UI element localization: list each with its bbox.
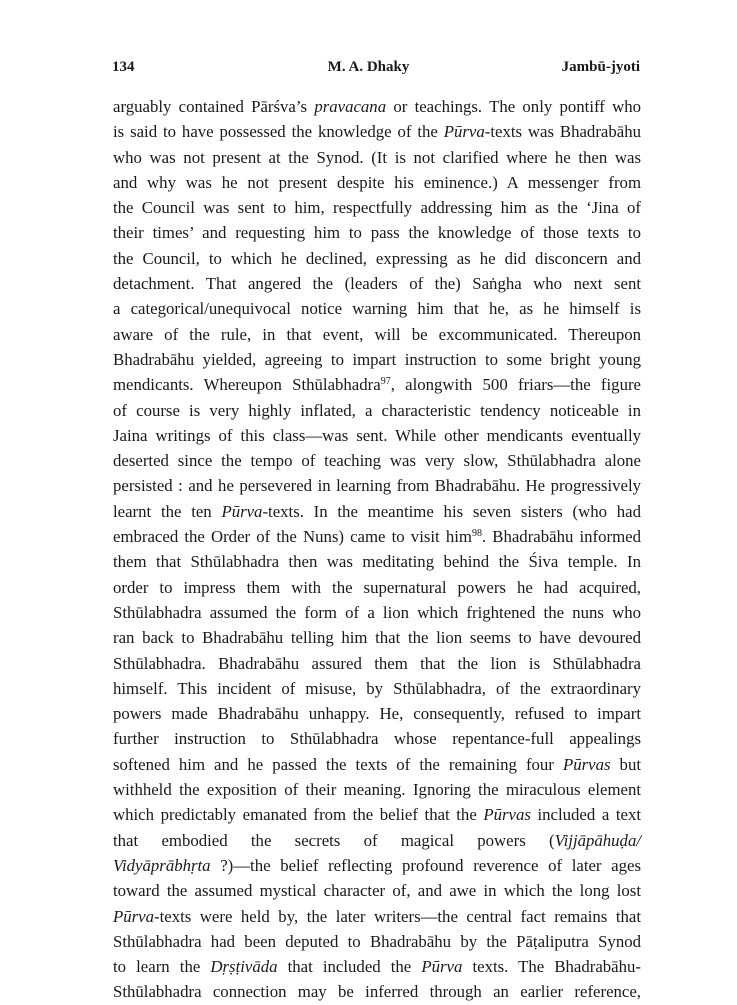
running-header — [0, 56, 737, 80]
text-line — [113, 220, 641, 245]
text-line — [113, 347, 641, 372]
text-run: is said to have possessed the knowledge of the — [113, 122, 444, 142]
text-run: and why was he not present despite his eminence.) A messenger from — [113, 172, 641, 192]
text-run: a categorical/unequivocal notice warning him that he, as he himself is — [113, 299, 641, 319]
text-run: but — [610, 754, 641, 774]
text-run: aware of the rule, in that event, will be excommunicated. Thereupon — [113, 324, 641, 344]
text-run: them that Sthūlabhadra then was meditating behind the Śiva temple. In — [113, 552, 641, 572]
text-run: toward the assumed mystical character of, and awe in which the long lost — [113, 881, 641, 901]
text-run: powers made Bhadrabāhu unhappy. He, consequently, refused to impart — [113, 704, 641, 724]
text-line — [113, 372, 641, 397]
text-run: the Council, to which he declined, expressing as he did disconcern and — [113, 248, 641, 268]
text-run: Sthūlabhadra connection may be inferred through an earlier reference, — [113, 982, 641, 1002]
text-line — [113, 170, 641, 195]
text-run: of course is very highly inflated, a characteristic tendency noticeable in — [113, 400, 641, 420]
text-run: himself. This incident of misuse, by Sthūlabhadra, of the extraordinary — [113, 678, 641, 698]
italic-term: pravacana — [314, 97, 387, 116]
text-run: detachment. That angered the (leaders of the) Saṅgha who next sent — [113, 274, 641, 294]
footnote-ref: 98 — [471, 528, 482, 540]
text-run: that included the — [277, 957, 422, 977]
text-run: , alongwith 500 friars—the figure — [390, 375, 642, 395]
text-run: arguably contained Pārśva’s — [113, 97, 315, 116]
text-line — [113, 296, 641, 321]
text-run: which predictably emanated from the belief that the — [113, 805, 484, 825]
text-run: texts. The Bhadrabāhu- — [462, 957, 642, 977]
text-run: Sthūlabhadra. Bhadrabāhu assured them that the lion is Sthūlabhadra — [113, 653, 641, 673]
text-line — [113, 398, 641, 423]
text-run: ran back to Bhadrabāhu telling him that the lion seems to have devoured — [113, 628, 641, 648]
text-run: -texts were held by, the later writers—the central fact remains that — [154, 906, 641, 926]
text-line — [113, 878, 641, 903]
italic-term: Vidyāprābhṛta — [113, 855, 211, 875]
text-line — [113, 625, 641, 650]
text-line — [113, 575, 641, 600]
text-line — [113, 676, 641, 701]
italic-term: Pūrvas — [562, 754, 611, 774]
text-line — [113, 271, 641, 296]
text-run: to learn the — [113, 957, 211, 977]
italic-term: Pūrvas — [483, 805, 531, 825]
text-run: Sthūlabhadra assumed the form of a lion which frightened the nuns who — [113, 602, 641, 622]
text-run: -texts was Bhadrabāhu — [484, 122, 641, 142]
text-run: order to impress them with the supernatural powers he had acquired, — [113, 577, 641, 597]
text-line — [113, 423, 641, 448]
text-line — [113, 904, 641, 929]
text-run: that embodied the secrets of magical powers ( — [113, 830, 555, 850]
text-line — [113, 752, 641, 777]
text-line — [113, 979, 641, 1004]
text-line — [113, 94, 641, 119]
text-line — [113, 600, 641, 625]
running-title: Jambū-jyoti — [561, 59, 640, 75]
text-line — [113, 777, 641, 802]
text-run: deserted since the tempo of teaching was very slow, Sthūlabhadra alone — [113, 451, 641, 471]
italic-term: Pūrva — [221, 501, 263, 521]
body-text — [113, 94, 641, 1005]
text-run: their times’ and requesting him to pass the knowledge of those texts to — [113, 223, 641, 243]
text-run: -texts. In the meantime his seven sisters (who had — [262, 501, 641, 521]
running-author: M. A. Dhaky — [327, 59, 410, 75]
text-line — [113, 701, 641, 726]
text-line — [113, 929, 641, 954]
text-line — [113, 322, 641, 347]
text-line — [113, 145, 641, 170]
text-run: . Bhadrabāhu informed — [481, 527, 641, 547]
italic-term: Dṛṣṭivāda — [210, 957, 278, 977]
text-line — [113, 549, 641, 574]
text-run: Jaina writings of this class—was sent. While other mendicants eventually — [113, 425, 641, 445]
italic-term: Pūrva — [113, 906, 155, 926]
text-line — [113, 802, 641, 827]
text-line — [113, 195, 641, 220]
footnote-ref: 97 — [380, 376, 391, 388]
text-line — [113, 853, 641, 878]
text-run: Sthūlabhadra had been deputed to Bhadrabāhu by the Pāṭaliputra Synod — [113, 931, 641, 951]
text-run: persisted : and he persevered in learning from Bhadrabāhu. He progressively — [113, 476, 641, 496]
text-run: mendicants. Whereupon Sthūlabhadra — [113, 375, 381, 395]
text-line — [113, 473, 641, 498]
text-run: who was not present at the Synod. (It is not clarified where he then was — [113, 147, 641, 167]
text-run: learnt the ten — [113, 501, 222, 521]
text-run: embraced the Order of the Nuns) came to visit him — [113, 527, 472, 547]
page-number: 134 — [112, 59, 135, 75]
text-run: or teachings. The only pontiff who — [386, 97, 642, 116]
text-line — [113, 448, 641, 473]
text-line — [113, 828, 641, 853]
text-run: Bhadrabāhu yielded, agreeing to impart instruction to some bright young — [113, 349, 641, 369]
text-line — [113, 651, 641, 676]
text-line — [113, 246, 641, 271]
text-run: softened him and he passed the texts of the remaining four — [113, 754, 563, 774]
italic-term: Vijjāpāhuḍa/ — [554, 830, 641, 850]
text-line — [113, 524, 641, 549]
italic-term: Pūrva — [421, 957, 463, 977]
text-run: further instruction to Sthūlabhadra whose repentance-full appealings — [113, 729, 641, 749]
italic-term: Pūrva — [443, 122, 485, 142]
text-line — [113, 954, 641, 979]
text-run: the Council was sent to him, respectfully addressing him as the ‘Jina of — [113, 198, 641, 218]
text-line — [113, 726, 641, 751]
text-run: withheld the exposition of their meaning. Ignoring the miraculous element — [113, 780, 641, 800]
text-run: included a text — [530, 805, 641, 825]
text-line — [113, 499, 641, 524]
text-line — [113, 119, 641, 144]
text-run: ?)—the belief reflecting profound reverence of later ages — [210, 855, 641, 875]
